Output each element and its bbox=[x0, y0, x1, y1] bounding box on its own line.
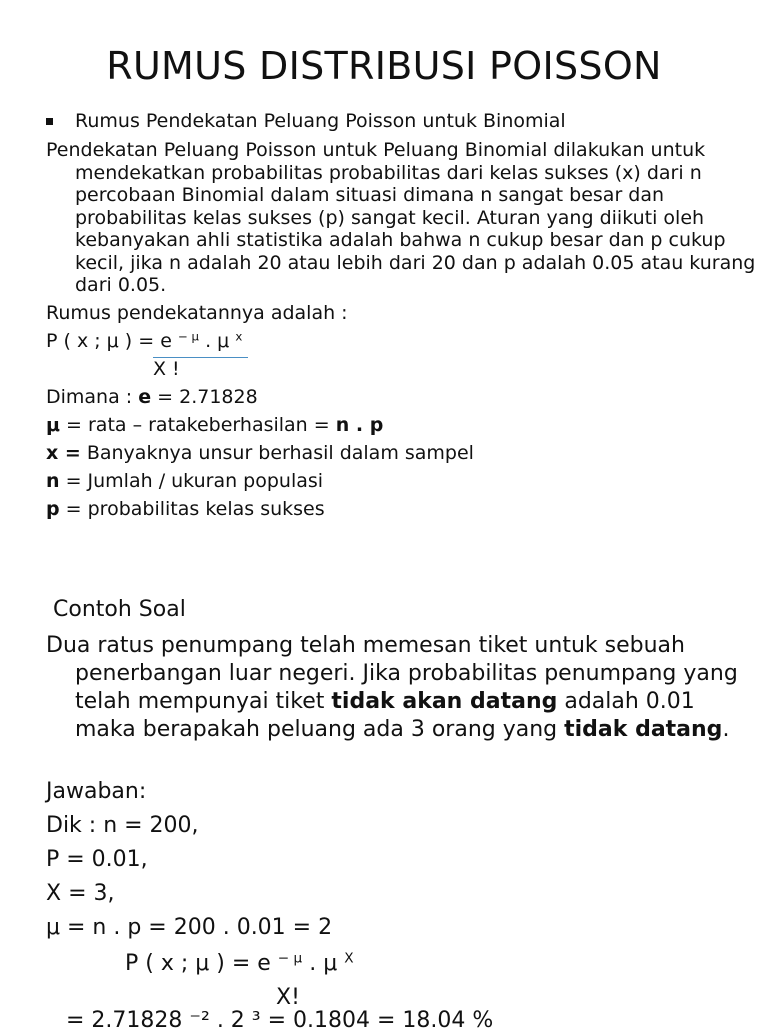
formula-denominator: X ! bbox=[153, 358, 180, 380]
problem-text: . bbox=[722, 717, 730, 742]
intro-paragraph: Pendekatan Peluang Poisson untuk Peluang Binomial dilakukan untuk mendekatkan probabilitas probabilitas dari kelas sukses (x) dari n percobaan Binomial dalam situasi dimana n sangat besar dan probabilitas kelas sukses (p) sangat kecil. Aturan yang diikuti oleh kebanyakan ahli statistika adalah bahwa n cukup besar dan p cukup kecil, jika n adalah 20 atau lebih dari 20 dan p adalah 0.05 atau kurang dari 0.05. bbox=[46, 139, 756, 296]
formula-power: x bbox=[235, 329, 243, 344]
example-heading: Contoh Soal bbox=[53, 597, 186, 622]
problem-paragraph bbox=[46, 632, 760, 744]
definition-mu bbox=[46, 414, 383, 437]
formula-denominator: X! bbox=[276, 985, 300, 1010]
given-line: Dik : n = 200, bbox=[46, 813, 199, 838]
definition-prefix: Dimana : bbox=[46, 386, 139, 408]
definition-e bbox=[46, 386, 258, 409]
poisson-formula bbox=[46, 330, 242, 353]
answer-result-line: = 2.71828 ⁻² . 2 ³ = 0.1804 = 18.04 % bbox=[66, 1008, 494, 1033]
formula-exponent: − μ bbox=[277, 950, 303, 967]
definition-symbol: e bbox=[138, 386, 152, 408]
square-bullet-icon bbox=[46, 118, 53, 125]
formula-intro: Rumus pendekatannya adalah : bbox=[46, 302, 348, 324]
given-line: X = 3, bbox=[46, 881, 115, 906]
definition-n bbox=[46, 470, 323, 493]
definition-x bbox=[46, 442, 474, 465]
definition-p bbox=[46, 498, 325, 521]
definition-text: = rata – ratakeberhasilan = bbox=[59, 414, 336, 436]
definition-text: Banyaknya unsur berhasil dalam sampel bbox=[80, 442, 474, 464]
formula-power: X bbox=[344, 950, 354, 967]
definition-bold-text: n . p bbox=[335, 414, 384, 436]
formula-mid: . μ bbox=[309, 951, 338, 976]
definition-symbol: x = bbox=[46, 442, 81, 464]
definition-text: = 2.71828 bbox=[151, 386, 258, 408]
definition-symbol: n bbox=[46, 470, 60, 492]
formula-lhs: P ( x ; μ ) = e bbox=[125, 951, 271, 976]
answer-label: Jawaban: bbox=[46, 779, 147, 804]
page-title: RUMUS DISTRIBUSI POISSON bbox=[106, 44, 662, 88]
definition-text: = probabilitas kelas sukses bbox=[59, 498, 325, 520]
problem-text: Dua ratus penumpang telah memesan tiket untuk sebuah penerbangan luar negeri. Jika probabilitas penumpang yang telah mempunyai tiket bbox=[46, 633, 738, 714]
definition-symbol: μ bbox=[46, 414, 60, 436]
example-formula bbox=[125, 950, 354, 978]
definition-text: = Jumlah / ukuran populasi bbox=[59, 470, 324, 492]
formula-mid: . μ bbox=[205, 330, 230, 352]
definition-symbol: p bbox=[46, 498, 60, 520]
bullet-text: Rumus Pendekatan Peluang Poisson untuk Binomial bbox=[75, 110, 566, 132]
problem-emphasis: tidak datang bbox=[564, 717, 723, 742]
formula-exponent: − μ bbox=[177, 329, 200, 344]
formula-lhs: P ( x ; μ ) = e bbox=[46, 330, 172, 352]
given-line: μ = n . p = 200 . 0.01 = 2 bbox=[46, 915, 333, 940]
given-line: P = 0.01, bbox=[46, 847, 148, 872]
problem-text: adalah 0.01 maka berapakah peluang ada 3 orang yang bbox=[75, 689, 695, 742]
problem-emphasis: tidak akan datang bbox=[331, 689, 558, 714]
